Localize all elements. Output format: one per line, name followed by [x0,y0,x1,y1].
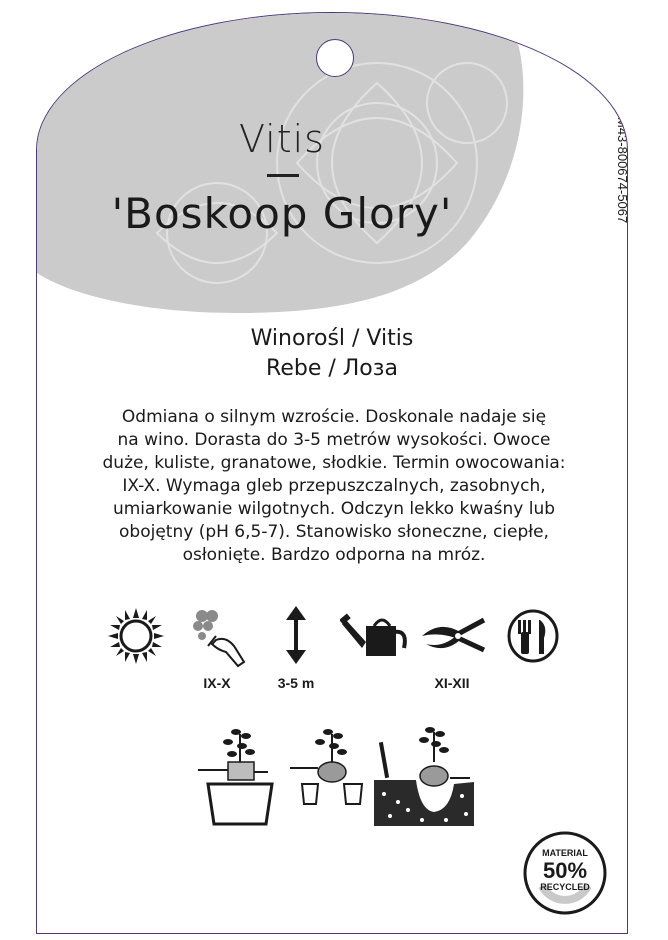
recycled-material-badge [522,830,608,916]
planting-step-2-icon [290,724,370,814]
watering-can-icon [340,612,410,658]
genus-name: Vitis [239,117,325,161]
common-name-line-1: Winorośl / Vitis [250,326,414,351]
description [84,406,584,567]
description-line: duże, kuliste, granatowe, słodkie. Termin owocowania: [102,453,566,473]
recycle-line-1: MATERIAL [542,848,588,858]
sun-icon [108,608,164,664]
description-line: umiarkowanie wilgotnych. Odczyn lekko kwaśny lub [112,499,556,519]
title-dash [267,174,299,177]
brand-vertical-text: ELBURG & SMIT M43-800674-5067 [615,117,648,224]
harvest-label: IX-X [203,675,231,691]
common-name-line-2: Rebe / Лоза [266,356,398,381]
description-line: Odmiana o silnym wzroście. Doskonale nadaje się [121,407,547,427]
product-code: M43-800674-5067 [615,117,630,224]
planting-step-3-icon [374,722,474,826]
recycle-line-2: 50% [542,858,588,883]
cultivar-name: 'Boskoop Glory' [111,189,453,238]
recycle-line-3: RECYCLED [540,882,590,892]
height-arrow-icon [284,606,308,664]
planting-step-1-icon [198,724,282,828]
hang-hole [316,39,354,77]
pruning-label: XI-XII [434,675,470,691]
description-line: osłonięte. Bardzo odporna na mróz. [182,545,486,565]
edible-icon [506,608,560,664]
common-names [36,324,628,384]
pruning-shears-icon [420,614,486,658]
description-line: obojętny (pH 6,5-7). Stanowisko słoneczne, ciepłe, [119,522,549,542]
description-line: IX-X. Wymaga gleb przepuszczalnych, zasobnych, [122,476,546,496]
harvest-icon [186,606,248,668]
height-label: 3-5 m [277,675,315,691]
description-line: na wino. Dorasta do 3-5 metrów wysokości. Owoce [117,430,551,450]
